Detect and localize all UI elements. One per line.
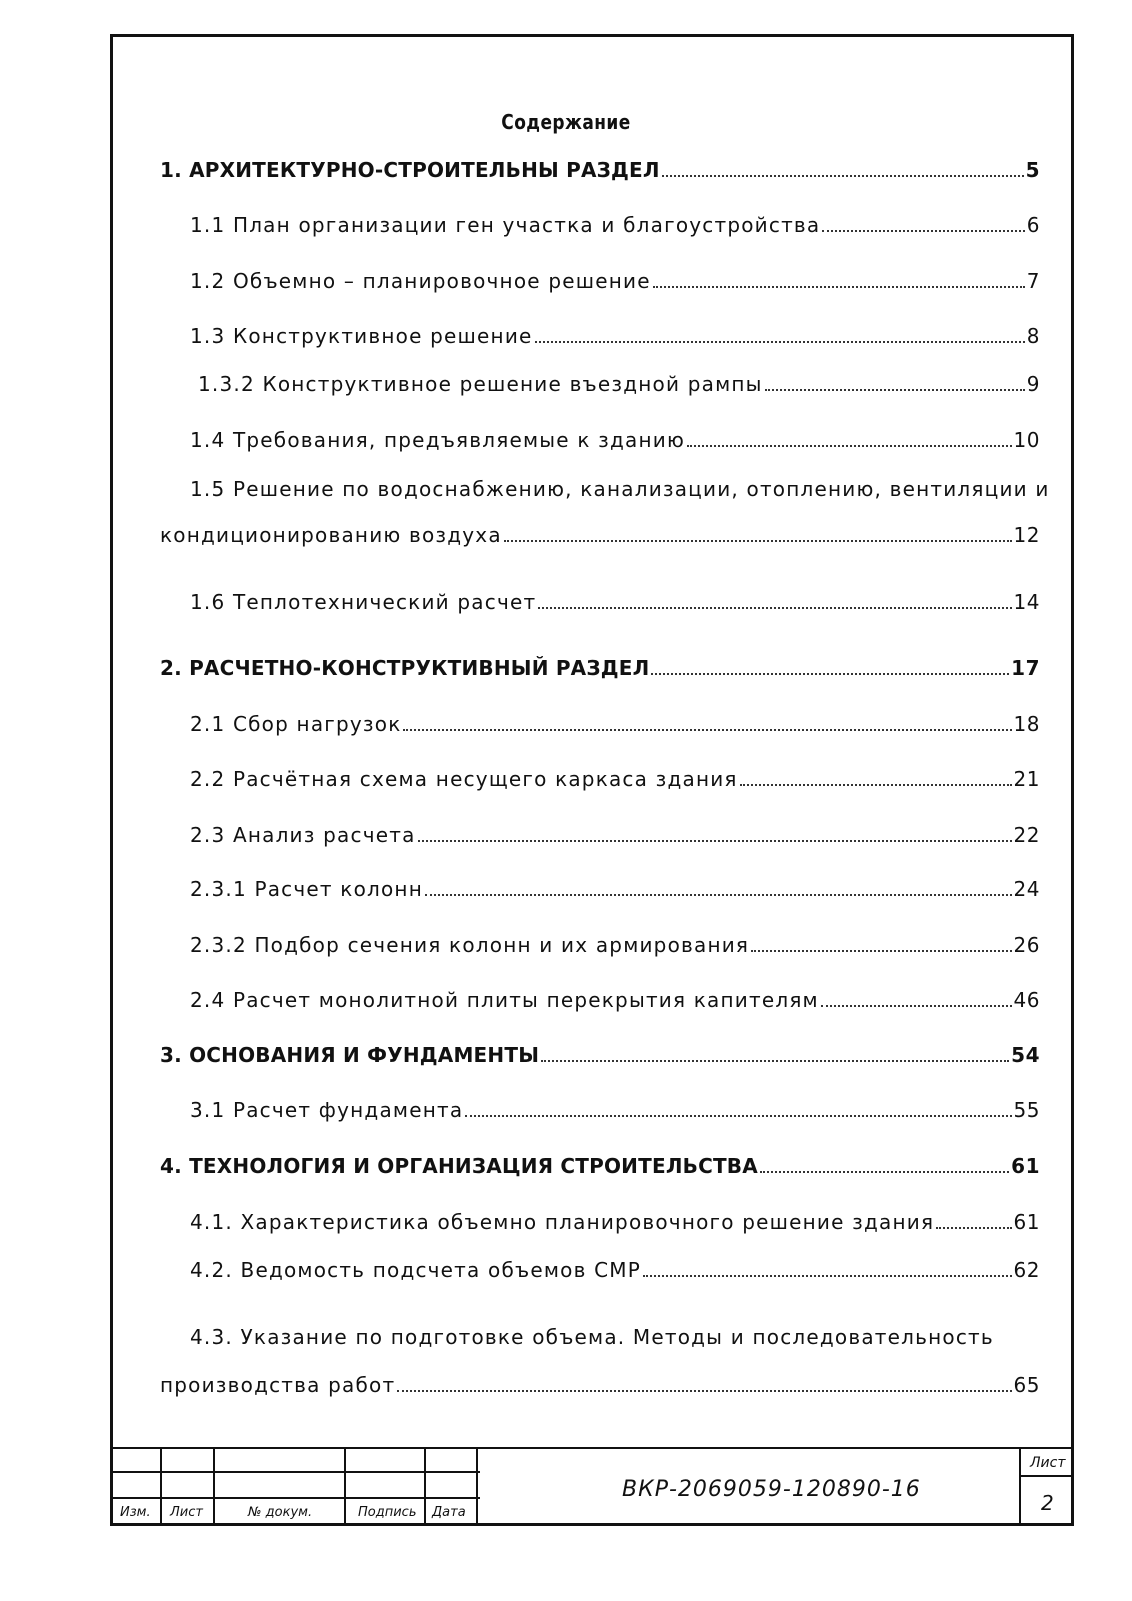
toc-entry-page: 7 — [1026, 269, 1040, 293]
toc-entry-1-2 — [190, 269, 1040, 293]
page-title: Содержание — [501, 110, 631, 134]
toc-entry-1-5-line1: 1.5 Решение по водоснабжению, канализации, отоплению, вентиляции и — [190, 477, 1050, 501]
toc-entry-label: 1.3.2 Конструктивное решение въездной рампы — [198, 372, 763, 396]
toc-entry-2-3-1 — [190, 877, 1040, 901]
toc-entry-page: 17 — [1011, 656, 1040, 680]
toc-entry-1-6 — [190, 590, 1040, 614]
toc-leader — [821, 1005, 1012, 1007]
stamp-col-line — [160, 1447, 162, 1526]
toc-entry-page: 10 — [1013, 428, 1040, 452]
toc-leader — [397, 1390, 1011, 1392]
toc-entry-1-3-2 — [198, 372, 1040, 396]
stamp-col-doc: № докум. — [248, 1505, 313, 1520]
toc-entry-4 — [160, 1154, 1040, 1178]
toc-entry-label: 1.2 Объемно – планировочное решение — [190, 269, 651, 293]
toc-entry-page: 12 — [1013, 523, 1040, 547]
toc-entry-2-4 — [190, 988, 1040, 1012]
toc-entry-1 — [160, 158, 1040, 182]
toc-entry-page: 9 — [1026, 372, 1040, 396]
toc-leader — [504, 540, 1012, 542]
toc-entry-4-3-line1: 4.3. Указание по подготовке объема. Методы и последовательность — [190, 1325, 994, 1349]
toc-entry-1-1 — [190, 213, 1040, 237]
toc-entry-1-4 — [190, 428, 1040, 452]
toc-entry-2-3-2 — [190, 933, 1040, 957]
toc-entry-label: 2. РАСЧЕТНО-КОНСТРУКТИВНЫЙ РАЗДЕЛ — [160, 656, 650, 680]
toc-entry-label: 2.3.1 Расчет колонн — [190, 877, 423, 901]
stamp-col-line — [424, 1447, 426, 1526]
stamp-col-izm: Изм. — [120, 1505, 151, 1520]
toc-entry-1-3 — [190, 324, 1040, 348]
toc-entry-page: 14 — [1013, 590, 1040, 614]
title-block — [110, 1447, 1074, 1526]
toc-entry-page: 5 — [1025, 158, 1040, 182]
toc-entry-2-3 — [190, 823, 1040, 847]
toc-entry-page: 24 — [1013, 877, 1040, 901]
stamp-col-line — [213, 1447, 215, 1526]
toc-leader — [662, 175, 1024, 177]
document-code: ВКР-2069059-120890-16 — [622, 1477, 921, 1502]
toc-entry-label: 1. АРХИТЕКТУРНО-СТРОИТЕЛЬНЫ РАЗДЕЛ — [160, 158, 660, 182]
toc-entry-label: 4.1. Характеристика объемно планировочного решение здания — [190, 1210, 935, 1234]
toc-leader — [751, 950, 1011, 952]
toc-entry-page: 46 — [1013, 988, 1040, 1012]
toc-entry-page: 55 — [1013, 1098, 1040, 1122]
toc-entry-page: 54 — [1011, 1043, 1040, 1067]
toc-leader — [653, 286, 1025, 288]
toc-leader — [403, 729, 1011, 731]
toc-entry-label: 1.6 Теплотехнический расчет — [190, 590, 537, 614]
toc-entry-label: 1.4 Требования, предъявляемые к зданию — [190, 428, 685, 452]
toc-entry-page: 8 — [1026, 324, 1040, 348]
toc-entry-page: 62 — [1013, 1258, 1040, 1282]
stamp-col-date: Дата — [432, 1505, 466, 1520]
toc-entry-label: 2.1 Сбор нагрузок — [190, 712, 402, 736]
sheet-number: 2 — [1041, 1491, 1054, 1515]
toc-entry-1-5 — [160, 523, 1040, 547]
toc-entry-4-3 — [160, 1373, 1040, 1397]
toc-entry-label: 4.2. Ведомость подсчета объемов СМР — [190, 1258, 642, 1282]
toc-leader — [822, 230, 1024, 232]
sheet-label: Лист — [1030, 1455, 1066, 1471]
stamp-col-line — [1019, 1447, 1021, 1526]
toc-entry-3 — [160, 1043, 1040, 1067]
toc-entry-4-1 — [190, 1210, 1040, 1234]
toc-leader — [760, 1171, 1009, 1173]
toc-entry-label: 2.4 Расчет монолитной плиты перекрытия капителям — [190, 988, 819, 1012]
toc-entry-page: 6 — [1026, 213, 1040, 237]
toc-entry-2-2 — [190, 767, 1040, 791]
toc-entry-label: кондиционированию воздуха — [160, 523, 502, 547]
toc-entry-label: 4. ТЕХНОЛОГИЯ И ОРГАНИЗАЦИЯ СТРОИТЕЛЬСТВА — [160, 1154, 758, 1178]
toc-entry-page: 26 — [1013, 933, 1040, 957]
toc-leader — [765, 389, 1025, 391]
toc-entry-label: 1.1 План организации ген участка и благоустройства — [190, 213, 821, 237]
toc-entry-page: 18 — [1013, 712, 1040, 736]
toc-entry-page: 61 — [1013, 1210, 1040, 1234]
toc-entry-page: 61 — [1011, 1154, 1040, 1178]
toc-entry-label: 1.3 Конструктивное решение — [190, 324, 533, 348]
toc-entry-label: 3. ОСНОВАНИЯ И ФУНДАМЕНТЫ — [160, 1043, 540, 1067]
toc-leader — [465, 1115, 1011, 1117]
stamp-col-sign: Подпись — [358, 1505, 417, 1520]
toc-leader — [687, 445, 1012, 447]
toc-leader — [936, 1227, 1011, 1229]
toc-entry-label: 2.3 Анализ расчета — [190, 823, 416, 847]
toc-leader — [418, 840, 1012, 842]
toc-leader — [541, 1060, 1009, 1062]
stamp-col-line — [476, 1447, 478, 1526]
toc-leader — [538, 607, 1011, 609]
stamp-col-line — [344, 1447, 346, 1526]
toc-entry-4-2 — [190, 1258, 1040, 1282]
toc-leader — [651, 673, 1009, 675]
toc-entry-label: 2.2 Расчётная схема несущего каркаса здания — [190, 767, 738, 791]
toc-entry-2-1 — [190, 712, 1040, 736]
toc-leader — [740, 784, 1012, 786]
toc-entry-page: 65 — [1013, 1373, 1040, 1397]
toc-entry-page: 21 — [1013, 767, 1040, 791]
stamp-border-top — [110, 1447, 1074, 1449]
stamp-sheet-line — [1020, 1475, 1074, 1477]
toc-entry-label: производства работ — [160, 1373, 396, 1397]
toc-entry-label: 3.1 Расчет фундамента — [190, 1098, 464, 1122]
toc-entry-page: 22 — [1013, 823, 1040, 847]
toc-entry-3-1 — [190, 1098, 1040, 1122]
stamp-col-list: Лист — [170, 1505, 203, 1520]
toc-leader — [535, 341, 1025, 343]
toc-entry-label: 2.3.2 Подбор сечения колонн и их армирования — [190, 933, 750, 957]
toc-leader — [425, 894, 1012, 896]
toc-entry-2 — [160, 656, 1040, 680]
toc-leader — [643, 1275, 1012, 1277]
